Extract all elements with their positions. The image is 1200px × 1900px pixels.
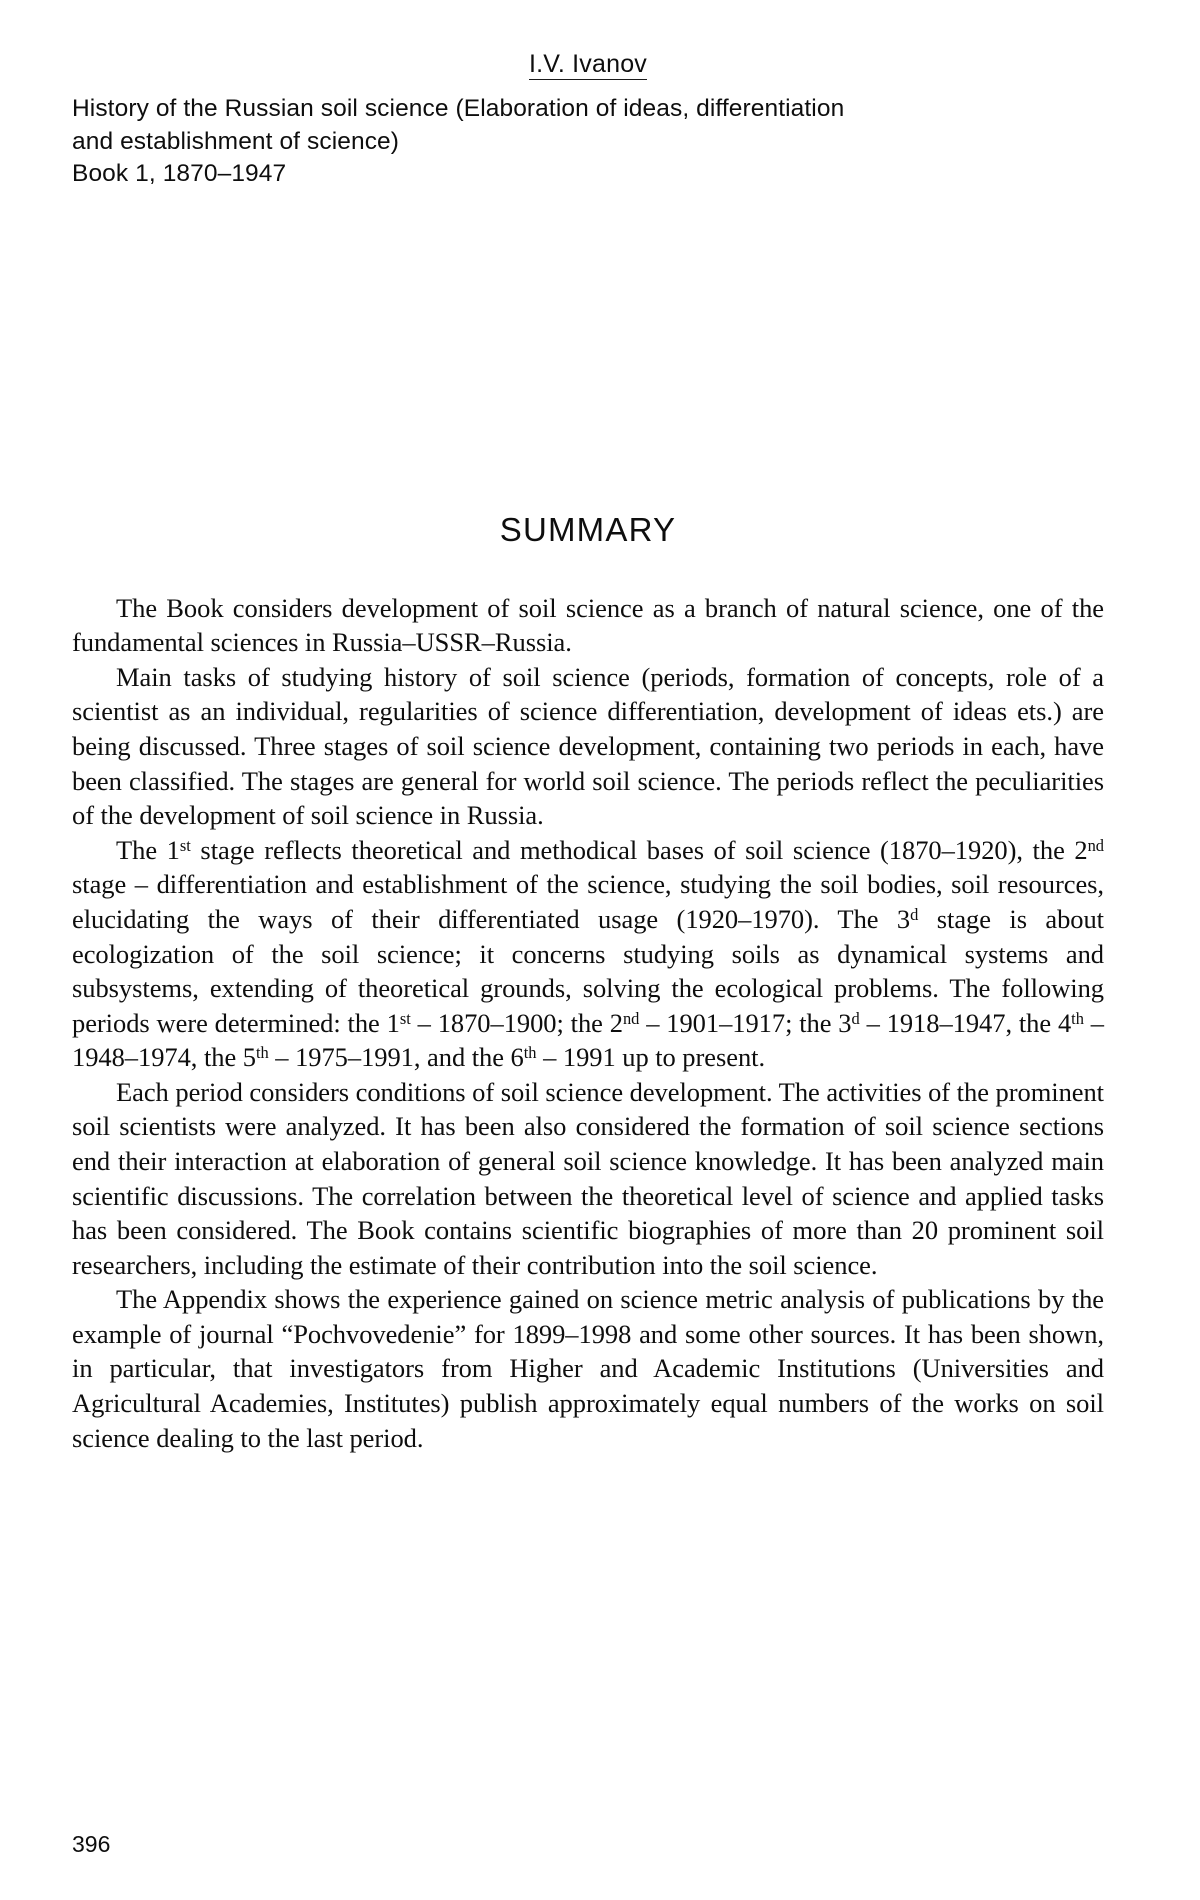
title-line-2: and establishment of science) [72, 127, 400, 155]
title-line-1: History of the Russian soil science (Elaboration of ideas, differentiation [72, 95, 845, 122]
title-line-3: Book 1, 1870–1947 [72, 160, 287, 188]
paragraph-1: The Book considers development of soil science as a branch of natural science, one of the fundamental sciences in Russia–USSR–Russia. [72, 592, 1104, 658]
paragraph-5: The Appendix shows the experience gained on science metric analysis of publications by the example of journal “Pochvovedenie” for 1899–1998 and some other sources. It has been shown, in particular, that investigators from Higher and Academic Institutions (Universities and Agricultural Academies, Institutes) publish approximately equal numbers of the works on soil science dealing to the last period. [72, 1284, 1104, 1453]
paragraph-2: Main tasks of studying history of soil science (periods, formation of concepts, role of a scientist as an individual, regularities of science differentiation, development of ideas ets.) are being discussed. Three stages of soil science development, containing two periods in each, have been classified. The stages are general for world soil science. The periods reflect the peculiarities of the development of soil science in Russia. [72, 661, 1104, 831]
section-heading: SUMMARY [499, 510, 677, 548]
paragraph-4: Each period considers conditions of soil science development. The activities of the prominent soil scientists were analyzed. It has been also considered the formation of soil science sections end their interaction at elaboration of general soil science knowledge. It has been analyzed main scientific discussions. The correlation between the theoretical level of science and applied tasks has been considered. The Book contains scientific biographies of more than 20 prominent soil researchers, including the estimate of their contribution into the soil science. [72, 1076, 1104, 1280]
summary-body [72, 591, 1104, 1455]
author-line [72, 50, 1104, 79]
document-title [72, 93, 1104, 191]
page-number: 396 [72, 1831, 111, 1857]
paragraph-3: The 1st stage reflects theoretical and methodical bases of soil science (1870–1920), the 2nd stage – differentiation and establishment of the science, studying the soil bodies, soil resources, elucidating the ways of their differentiated usage (1920–1970). The 3$^d$ stage is about ecologization of the soil science; it concerns studying soils as dynamical systems and subsystems, extending of theoretical grounds, solving the ecological problems. The following periods were determined: the 1st – 1870–1900; the 2nd – 1901–1917; the 3$^d$ – 1918–1947, the 4th – 1948–1974, the 5th – 1975–1991, and the 6th – 1991 up to present. [72, 834, 1105, 1073]
author-name: I.V. Ivanov [528, 50, 648, 78]
